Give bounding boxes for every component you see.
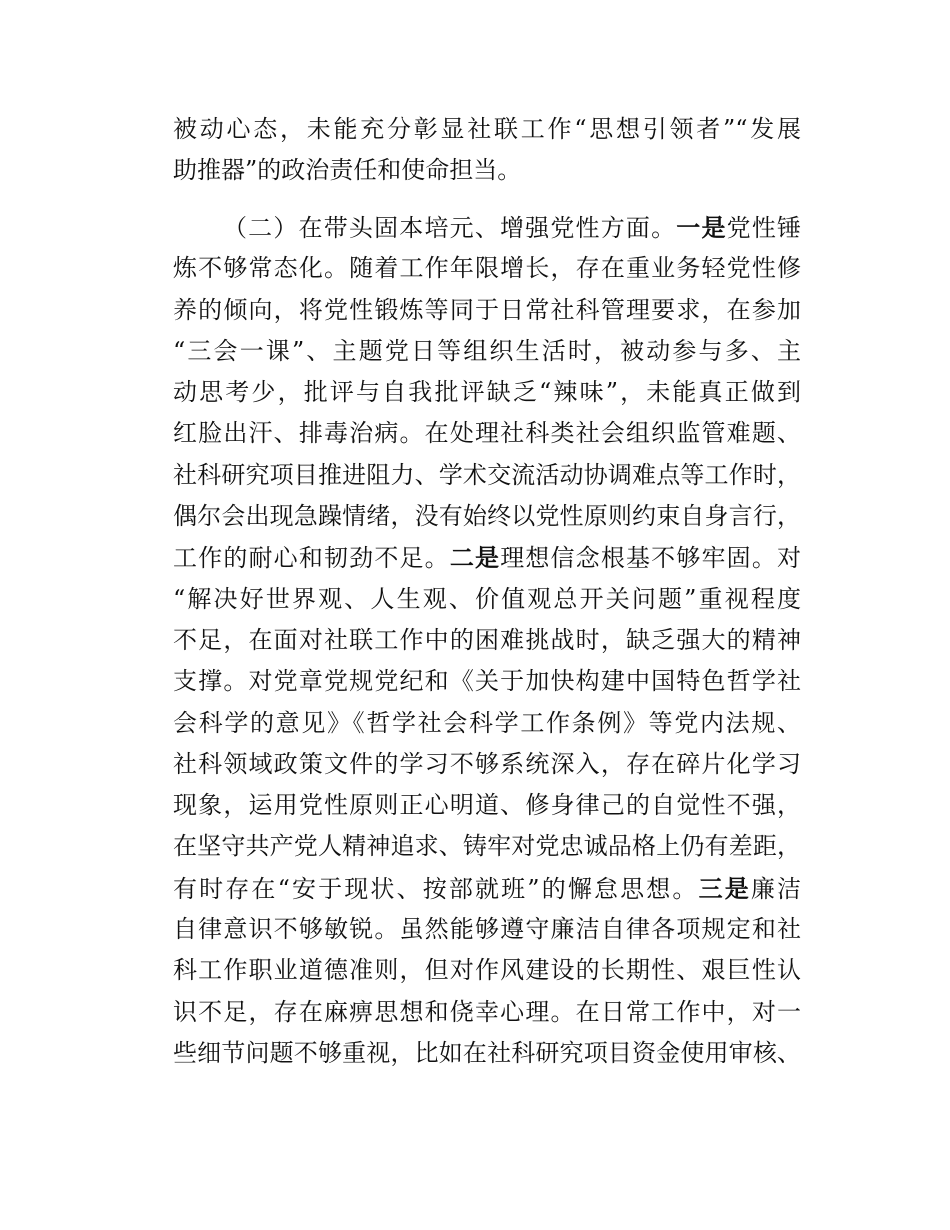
text-line bbox=[173, 537, 801, 578]
text-line bbox=[173, 248, 801, 289]
body-text: 廉洁 bbox=[750, 874, 802, 903]
body-text: “三会一课”、主题党日等组织生活时，被动参与多、主 bbox=[173, 336, 801, 365]
paragraph-section-two bbox=[173, 207, 801, 1074]
body-text: 不足，在面对社联工作中的困难挑战时，缺乏强大的精神 bbox=[173, 625, 801, 654]
body-text: 动思考少，批评与自我批评缺乏“辣味”，未能真正做到 bbox=[173, 378, 801, 407]
bold-emphasis-text: 一是 bbox=[676, 213, 727, 242]
text-line bbox=[173, 950, 801, 991]
text-line bbox=[173, 868, 801, 909]
body-text: 工作的耐心和韧劲不足。 bbox=[173, 544, 450, 573]
text-line bbox=[173, 661, 801, 702]
text-line bbox=[173, 620, 801, 661]
body-text: 自律意识不够敏锐。虽然能够遵守廉洁自律各项规定和社 bbox=[173, 915, 801, 944]
text-line bbox=[173, 207, 801, 248]
text-line bbox=[173, 992, 801, 1033]
body-text: （二）在带头固本培元、增强党性方面。 bbox=[223, 214, 677, 242]
body-text: 现象，运用党性原则正心明道、修身律己的自觉性不强， bbox=[173, 791, 801, 820]
body-text: 助推器”的政治责任和使命担当。 bbox=[173, 156, 522, 185]
bold-emphasis-text: 二是 bbox=[449, 543, 501, 573]
text-line bbox=[173, 496, 801, 537]
text-line bbox=[173, 372, 801, 413]
body-text: 社科研究项目推进阻力、学术交流活动协调难点等工作时， bbox=[173, 460, 801, 489]
body-text: 炼不够常态化。随着工作年限增长，存在重业务轻党性修 bbox=[173, 254, 801, 283]
text-line bbox=[173, 826, 801, 867]
body-text: 些细节问题不够重视，比如在社科研究项目资金使用审核、 bbox=[173, 1038, 801, 1067]
body-text: 党性锤 bbox=[726, 214, 802, 242]
paragraph-continuation bbox=[173, 109, 801, 192]
text-line bbox=[173, 785, 801, 826]
body-text: 养的倾向，将党性锻炼等同于日常社科管理要求，在参加 bbox=[173, 295, 801, 324]
text-line bbox=[173, 703, 801, 744]
text-line bbox=[173, 150, 801, 191]
body-text: 在坚守共产党人精神追求、铸牢对党忠诚品格上仍有差距， bbox=[173, 832, 801, 861]
body-text: 会科学的意见》《哲学社会科学工作条例》等党内法规、 bbox=[173, 708, 801, 737]
body-text: 偶尔会出现急躁情绪，没有始终以党性原则约束自身言行， bbox=[173, 502, 801, 531]
bold-emphasis-text: 三是 bbox=[698, 873, 751, 903]
body-text: “解决好世界观、人生观、价值观总开关问题”重视程度 bbox=[173, 584, 801, 613]
body-text: 社科领域政策文件的学习不够系统深入，存在碎片化学习 bbox=[173, 749, 801, 778]
body-text: 支撑。对党章党规党纪和《关于加快构建中国特色哲学社 bbox=[173, 667, 801, 696]
body-text: 科工作职业道德准则，但对作风建设的长期性、艰巨性认 bbox=[173, 956, 801, 985]
text-line bbox=[173, 1033, 801, 1074]
text-line bbox=[173, 290, 801, 331]
text-line bbox=[173, 109, 801, 150]
text-line bbox=[173, 744, 801, 785]
text-line bbox=[173, 413, 801, 454]
body-text: 理想信念根基不够牢固。对 bbox=[500, 544, 802, 573]
body-text: 红脸出汗、排毒治病。在处理社科类社会组织监管难题、 bbox=[173, 419, 801, 448]
text-line bbox=[173, 909, 801, 950]
text-line bbox=[173, 455, 801, 496]
text-line bbox=[173, 579, 801, 620]
body-text: 有时存在“安于现状、按部就班”的懈怠思想。 bbox=[173, 874, 699, 903]
body-text: 被动心态，未能充分彰显社联工作“思想引领者”“发展 bbox=[173, 115, 801, 143]
text-line bbox=[173, 331, 801, 372]
body-text: 识不足，存在麻痹思想和侥幸心理。在日常工作中，对一 bbox=[173, 997, 801, 1026]
